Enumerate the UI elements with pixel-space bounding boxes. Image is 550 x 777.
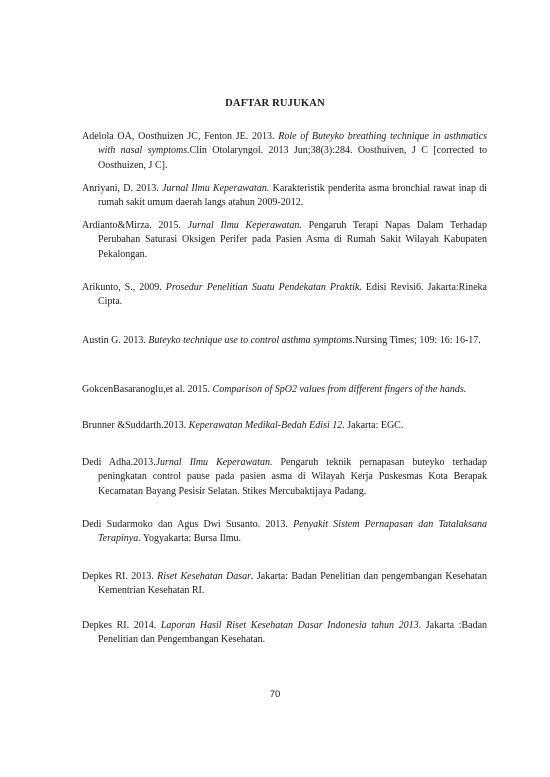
reference-source: Edisi Revisi6. Jakarta:Rineka Cipta. xyxy=(98,282,487,308)
reference-entry xyxy=(82,518,487,547)
reference-author-year: Anriyani, D. 2013. xyxy=(82,183,163,194)
reference-title: Riset Kesehatan Dasar xyxy=(157,571,252,582)
reference-author-year: Ardianto&Mirza. 2015. xyxy=(82,220,188,231)
reference-source: Pengaruh Terapi Napas Dalam Terhadap Perubahan Saturasi Oksigen Perifer pada Pasien Asma di Rumah Sakit Wilayah Kabupaten Pekalongan. xyxy=(98,220,487,260)
reference-title: Prosedur Penelitian Suatu Pendekatan Praktik. xyxy=(165,282,362,293)
reference-entry xyxy=(82,456,487,499)
reference-author-year: GokcenBasaranoglu,et al. 2015. xyxy=(82,384,213,395)
reference-title: Buteyko technique use to control asthma symptoms. xyxy=(148,335,355,346)
reference-source: . Jakarta: Badan Penelitian dan pengembangan Kesehatan Kementrian Kesehatan RI. xyxy=(98,571,487,597)
reference-author-year: Brunner &Suddarth.2013. xyxy=(82,420,189,431)
reference-title: Penyakit Sistem Pernapasan dan Tatalaksana Terapinya. xyxy=(98,519,487,545)
reference-entry xyxy=(82,619,487,648)
reference-source: Yogyakarta: Bursa Ilmu. xyxy=(140,533,241,545)
page-number: 70 xyxy=(269,689,281,700)
reference-entry xyxy=(82,219,487,262)
reference-title: Comparison of SpO2 values from different fingers of the hands. xyxy=(212,384,467,395)
reference-source: Karakteristik penderita asma bronchial rawat inap di rumah sakit umum daerah langs atahun 2009-2012. xyxy=(98,183,487,209)
reference-entry xyxy=(82,383,487,397)
reference-author-year: Dedi Sudarmoko dan Agus Dwi Susanto. 2013. xyxy=(82,519,294,530)
reference-author-year: Depkes RI. 2014. xyxy=(82,620,161,631)
reference-title: Role of Buteyko breathing technique in asthmatics with nasal symptoms. xyxy=(98,131,487,157)
reference-entry xyxy=(82,182,487,211)
reference-entry xyxy=(82,130,487,173)
reference-source: . Jakarta: EGC. xyxy=(342,420,404,431)
reference-author-year: Adelola OA, Oosthuizen JC, Fenton JE. 2013. xyxy=(82,131,279,142)
reference-entry xyxy=(82,334,487,348)
reference-source: . Jakarta :Badan Penelitian dan Pengembangan Kesehatan. xyxy=(98,620,488,646)
reference-title: Jurnal Ilmu Keperawatan. xyxy=(187,220,302,231)
page-title: DAFTAR RUJUKAN xyxy=(225,98,325,109)
reference-author-year: Austin G. 2013. xyxy=(82,335,149,346)
reference-entry xyxy=(82,419,487,433)
reference-author-year: Arikunto, S., 2009. xyxy=(82,282,166,293)
reference-source: Pengaruh teknik pernapasan buteyko terhadap peningkatan control pause pada pasien asma di Wilayah Kerja Puskesmas Kota Berapak Kecamatan Bayang Pesisir Selatan. Stikes Mercubaktijaya Padang. xyxy=(98,457,487,497)
reference-entry xyxy=(82,281,487,310)
reference-author-year: Depkes RI. 2013. xyxy=(82,571,158,582)
reference-title: Laporan Hasil Riset Kesehatan Dasar Indonesia tahun 2013 xyxy=(160,620,419,631)
reference-title: Jurnal Ilmu Keperawatan. xyxy=(155,457,273,468)
reference-title: Jurnal Ilmu Keperawatan. xyxy=(162,183,270,194)
reference-source: Nursing Times; 109: 16: 16-17. xyxy=(354,335,481,346)
reference-source: Clin Otolaryngol. 2013 Jun;38(3):284. Oosthuiven, J C [corrected to Oosthuizen, J C]. xyxy=(98,145,487,171)
reference-title: Keperawatan Medikal-Bedah Edisi 12 xyxy=(188,420,343,431)
reference-author-year: Dedi Adha.2013. xyxy=(82,457,156,468)
reference-entry xyxy=(82,570,487,599)
